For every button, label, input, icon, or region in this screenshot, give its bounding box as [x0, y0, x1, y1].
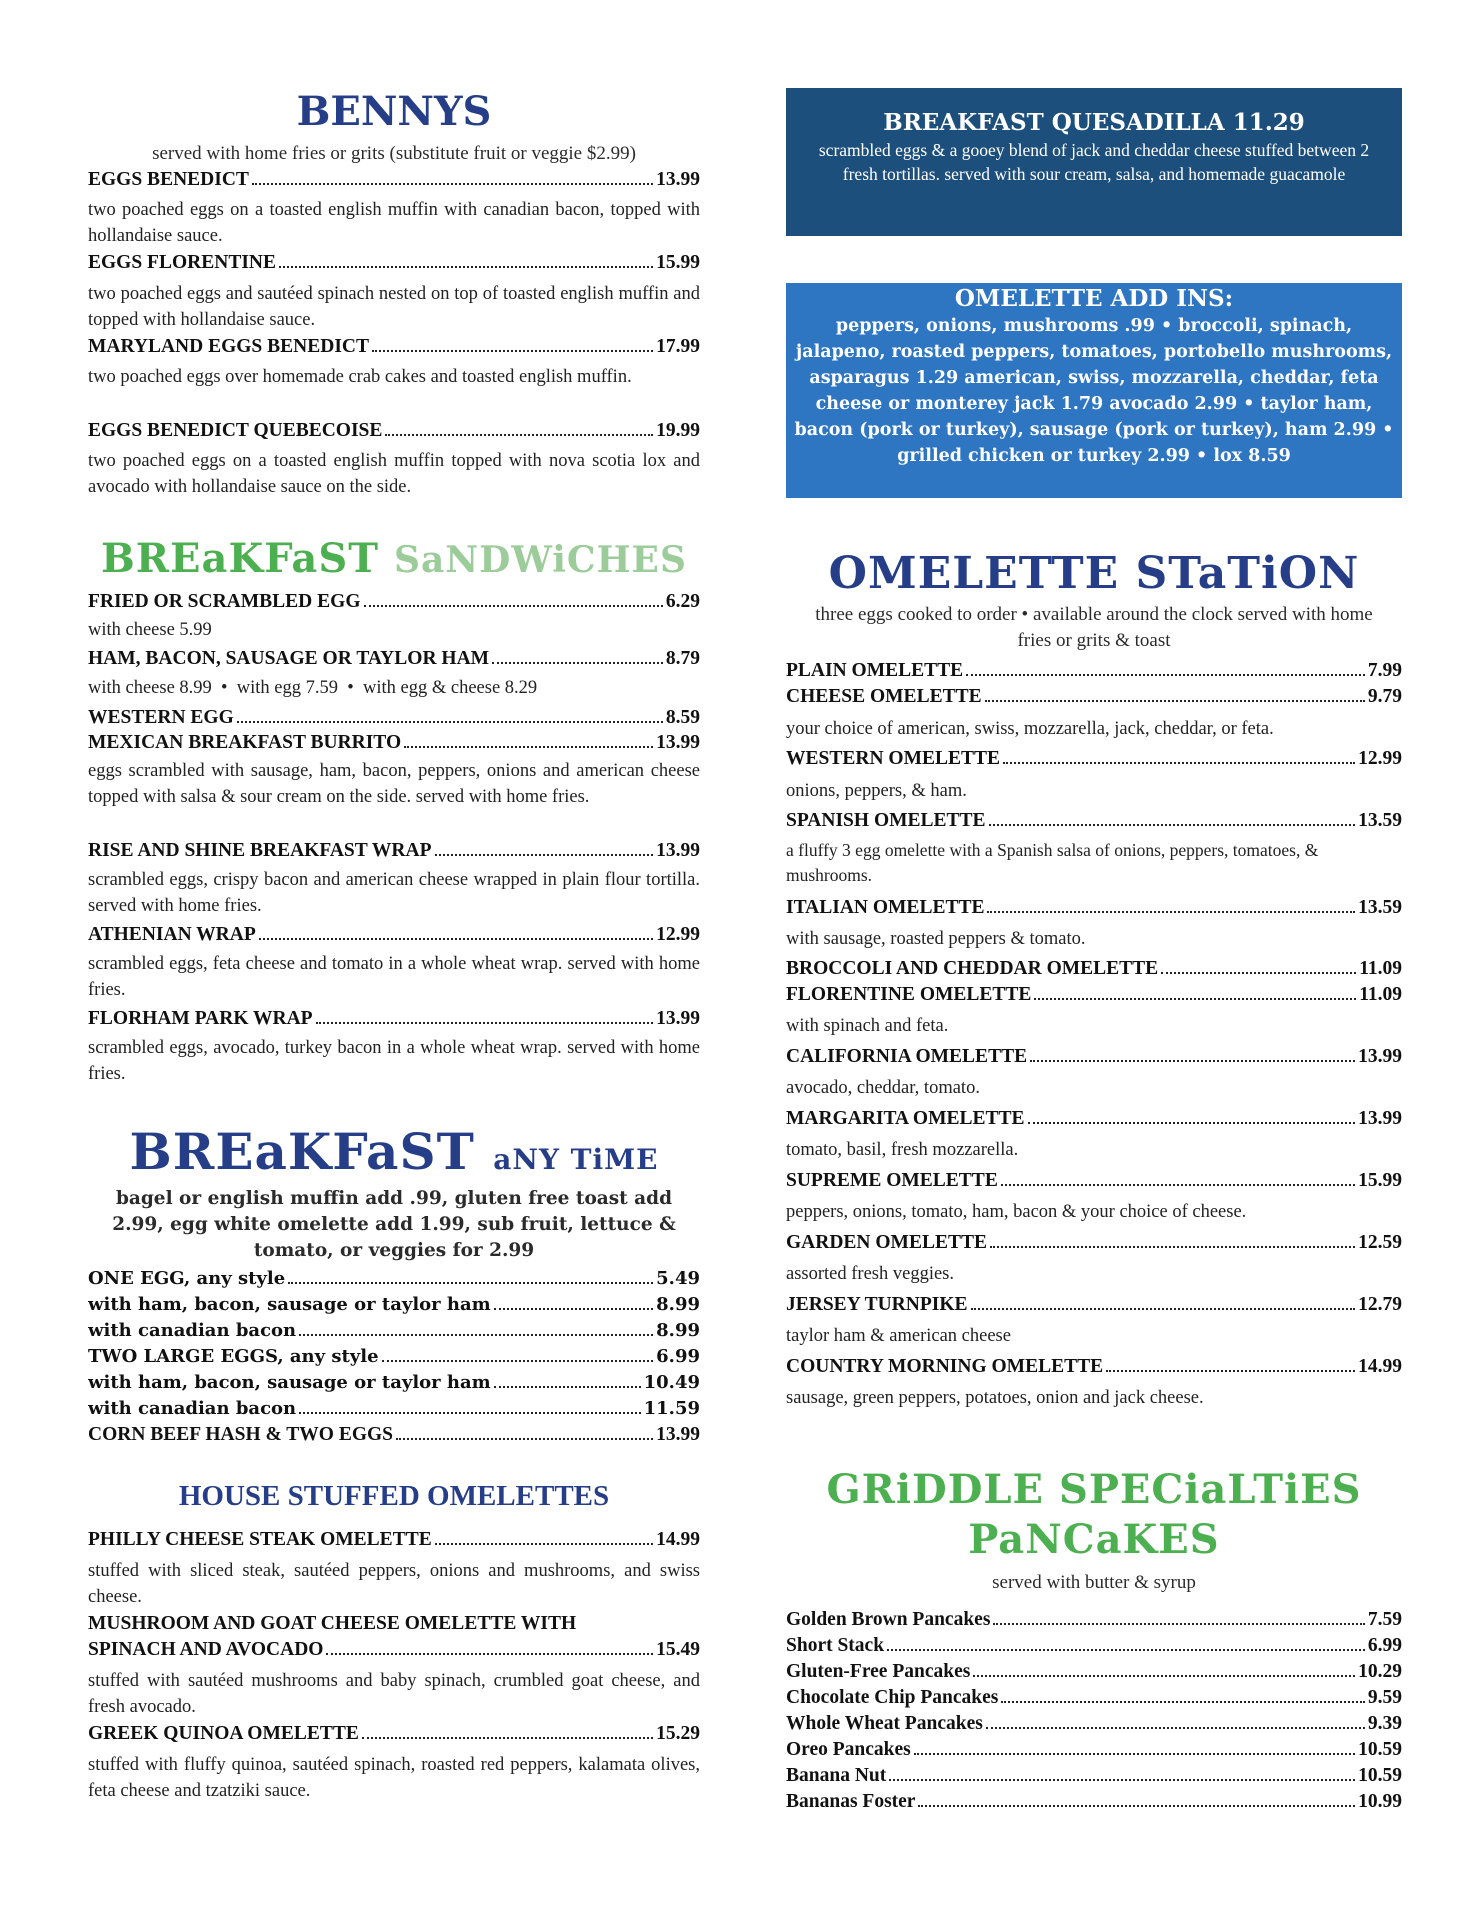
item-description: assorted fresh veggies.: [786, 1264, 954, 1284]
addins-box: [786, 283, 1402, 498]
item-description: with cheese 5.99: [88, 620, 212, 640]
item-description: tomato, basil, fresh mozzarella.: [786, 1140, 1019, 1160]
griddle-title: GRiDDLE SPECiaLTiES: [826, 1466, 1362, 1513]
menu-item: GARDEN OMELETTE 12.59: [786, 1232, 1402, 1253]
menu-item: ONE EGG, any style 5.49: [88, 1268, 700, 1289]
item-description: two poached eggs and sautéed spinach nested on top of toasted english muffin and topped with hollandaise sauce.: [88, 284, 700, 330]
item-description: with cheese 8.99 • with egg 7.59 • with egg & cheese 8.29: [88, 678, 538, 698]
menu-item: Oreo Pancakes 10.59: [786, 1739, 1402, 1760]
menu-item: Whole Wheat Pancakes 9.39: [786, 1713, 1402, 1734]
menu-item: JERSEY TURNPIKE 12.79: [786, 1294, 1402, 1315]
station-title: OMELETTE STaTiON: [828, 548, 1360, 599]
menu-item: WESTERN EGG 8.59: [88, 707, 700, 728]
quesadilla-box: [786, 88, 1402, 236]
menu-item: Chocolate Chip Pancakes 9.59: [786, 1687, 1402, 1708]
menu-item: Golden Brown Pancakes 7.59: [786, 1609, 1402, 1630]
menu-item: PLAIN OMELETTE 7.99: [786, 660, 1402, 681]
menu-item: EGGS BENEDICT 13.99: [88, 169, 700, 190]
item-description: sausage, green peppers, potatoes, onion and jack cheese.: [786, 1388, 1204, 1408]
menu-item: SUPREME OMELETTE 15.99: [786, 1170, 1402, 1191]
menu-item: CORN BEEF HASH & TWO EGGS 13.99: [88, 1424, 700, 1445]
item-description: stuffed with sautéed mushrooms and baby spinach, crumbled goat cheese, and fresh avocado.: [88, 1671, 700, 1717]
item-description: stuffed with sliced steak, sautéed peppers, onions and mushrooms, and swiss cheese.: [88, 1561, 700, 1607]
item-description: scrambled eggs, crispy bacon and american cheese wrapped in plain flour tortilla. served with home fries.: [88, 870, 700, 916]
item-description: two poached eggs on a toasted english muffin topped with nova scotia lox and avocado with hollandaise sauce on the side.: [88, 451, 700, 497]
item-description: avocado, cheddar, tomato.: [786, 1078, 980, 1098]
menu-item: Short Stack 6.99: [786, 1635, 1402, 1656]
menu-item: ITALIAN OMELETTE 13.59: [786, 897, 1402, 918]
menu-item: with ham, bacon, sausage or taylor ham 8.99: [88, 1294, 700, 1315]
menu-item: HAM, BACON, SAUSAGE OR TAYLOR HAM 8.79: [88, 648, 700, 669]
item-description: peppers, onions, tomato, ham, bacon & your choice of cheese.: [786, 1202, 1247, 1222]
item-description: scrambled eggs, feta cheese and tomato in a whole wheat wrap. served with home fries.: [88, 954, 700, 1000]
item-description: with sausage, roasted peppers & tomato.: [786, 929, 1086, 949]
menu-item: EGGS BENEDICT QUEBECOISE 19.99: [88, 420, 700, 441]
item-description: two poached eggs on a toasted english muffin with canadian bacon, topped with hollandaise sauce.: [88, 200, 700, 246]
menu-item: MARGARITA OMELETTE 13.99: [786, 1108, 1402, 1129]
menu-item: SPINACH AND AVOCADO 15.49: [88, 1639, 700, 1660]
menu-item: CALIFORNIA OMELETTE 13.99: [786, 1046, 1402, 1067]
addins-text: peppers, onions, mushrooms .99 • broccoli, spinach, jalapeno, roasted peppers, tomatoes, portobello mushrooms, asparagus 1.29 american, swiss, mozzarella, cheddar, feta cheese or monterey jack 1.79 avocado 2.99 • taylor ham, bacon (pork or turkey), sausage (pork or turkey), ham 2.99 • grilled chicken or turkey 2.99 • lox 8.59: [794, 316, 1394, 466]
menu-item: with ham, bacon, sausage or taylor ham 10.49: [88, 1372, 700, 1393]
item-description: scrambled eggs, avocado, turkey bacon in a whole wheat wrap. served with home fries.: [88, 1038, 700, 1084]
item-description: with spinach and feta.: [786, 1016, 949, 1036]
menu-item: Banana Nut 10.59: [786, 1765, 1402, 1786]
quesadilla-title: BREAKFAST QUESADILLA 11.29: [883, 109, 1305, 136]
anytime-subtitle: bagel or english muffin add .99, gluten free toast add 2.99, egg white omelette add 1.99, sub fruit, lettuce & tomato, or veggies for 2.99: [112, 1188, 676, 1261]
station-subtitle: three eggs cooked to order • available around the clock served with home fries or grits & toast: [815, 604, 1373, 651]
menu-item: COUNTRY MORNING OMELETTE 14.99: [786, 1356, 1402, 1377]
pancakes-subtitle: served with butter & syrup: [992, 1572, 1196, 1593]
menu-item: BROCCOLI AND CHEDDAR OMELETTE 11.09: [786, 958, 1402, 979]
bennys-title: BENNYS: [296, 88, 492, 135]
menu-item: FLORHAM PARK WRAP 13.99: [88, 1008, 700, 1029]
menu-item: ATHENIAN WRAP 12.99: [88, 924, 700, 945]
sandwiches-title: BREaKFaST SaNDWiCHES: [101, 535, 687, 582]
menu-item: FLORENTINE OMELETTE 11.09: [786, 984, 1402, 1005]
menu-item: with canadian bacon 11.59: [88, 1398, 700, 1419]
menu-item: with canadian bacon 8.99: [88, 1320, 700, 1341]
menu-item: SPANISH OMELETTE 13.59: [786, 810, 1402, 831]
menu-item: PHILLY CHEESE STEAK OMELETTE 14.99: [88, 1529, 700, 1550]
pancakes-title: PaNCaKES: [968, 1516, 1220, 1563]
menu-item: Bananas Foster 10.99: [786, 1791, 1402, 1812]
menu-item: CHEESE OMELETTE 9.79: [786, 686, 1402, 707]
bennys-subtitle: served with home fries or grits (substitute fruit or veggie $2.99): [152, 143, 636, 164]
item-description: two poached eggs over homemade crab cakes and toasted english muffin.: [88, 367, 632, 387]
menu-item: MARYLAND EGGS BENEDICT 17.99: [88, 336, 700, 357]
item-description: stuffed with fluffy quinoa, sautéed spinach, roasted red peppers, kalamata olives, feta cheese and tzatziki sauce.: [88, 1755, 700, 1801]
addins-title: OMELETTE ADD INS:: [954, 285, 1234, 312]
menu-item: WESTERN OMELETTE 12.99: [786, 748, 1402, 769]
menu-item: RISE AND SHINE BREAKFAST WRAP 13.99: [88, 840, 700, 861]
anytime-title: BREaKFaST aNY TiME: [129, 1122, 659, 1181]
item-description: taylor ham & american cheese: [786, 1326, 1011, 1346]
quesadilla-description: scrambled eggs & a gooey blend of jack and cheddar cheese stuffed between 2 fresh tortillas. served with sour cream, salsa, and homemade guacamole: [818, 140, 1370, 184]
menu-item: Gluten-Free Pancakes 10.29: [786, 1661, 1402, 1682]
item-description: a fluffy 3 egg omelette with a Spanish salsa of onions, peppers, tomatoes, & mushrooms.: [786, 840, 1319, 885]
menu-item: MEXICAN BREAKFAST BURRITO 13.99: [88, 732, 700, 753]
menu-item: GREEK QUINOA OMELETTE 15.29: [88, 1723, 700, 1744]
stuffed-title: HOUSE STUFFED OMELETTES: [178, 1480, 610, 1512]
menu-item: EGGS FLORENTINE 15.99: [88, 252, 700, 273]
item-description: onions, peppers, & ham.: [786, 781, 967, 801]
item-description: your choice of american, swiss, mozzarella, jack, cheddar, or feta.: [786, 719, 1274, 739]
menu-item: TWO LARGE EGGS, any style 6.99: [88, 1346, 700, 1367]
menu-item: FRIED OR SCRAMBLED EGG 6.29: [88, 591, 700, 612]
item-description: eggs scrambled with sausage, ham, bacon, peppers, onions and american cheese topped with salsa & sour cream on the side. served with home fries.: [88, 761, 700, 807]
menu-item-name-line: MUSHROOM AND GOAT CHEESE OMELETTE WITH: [88, 1613, 577, 1634]
